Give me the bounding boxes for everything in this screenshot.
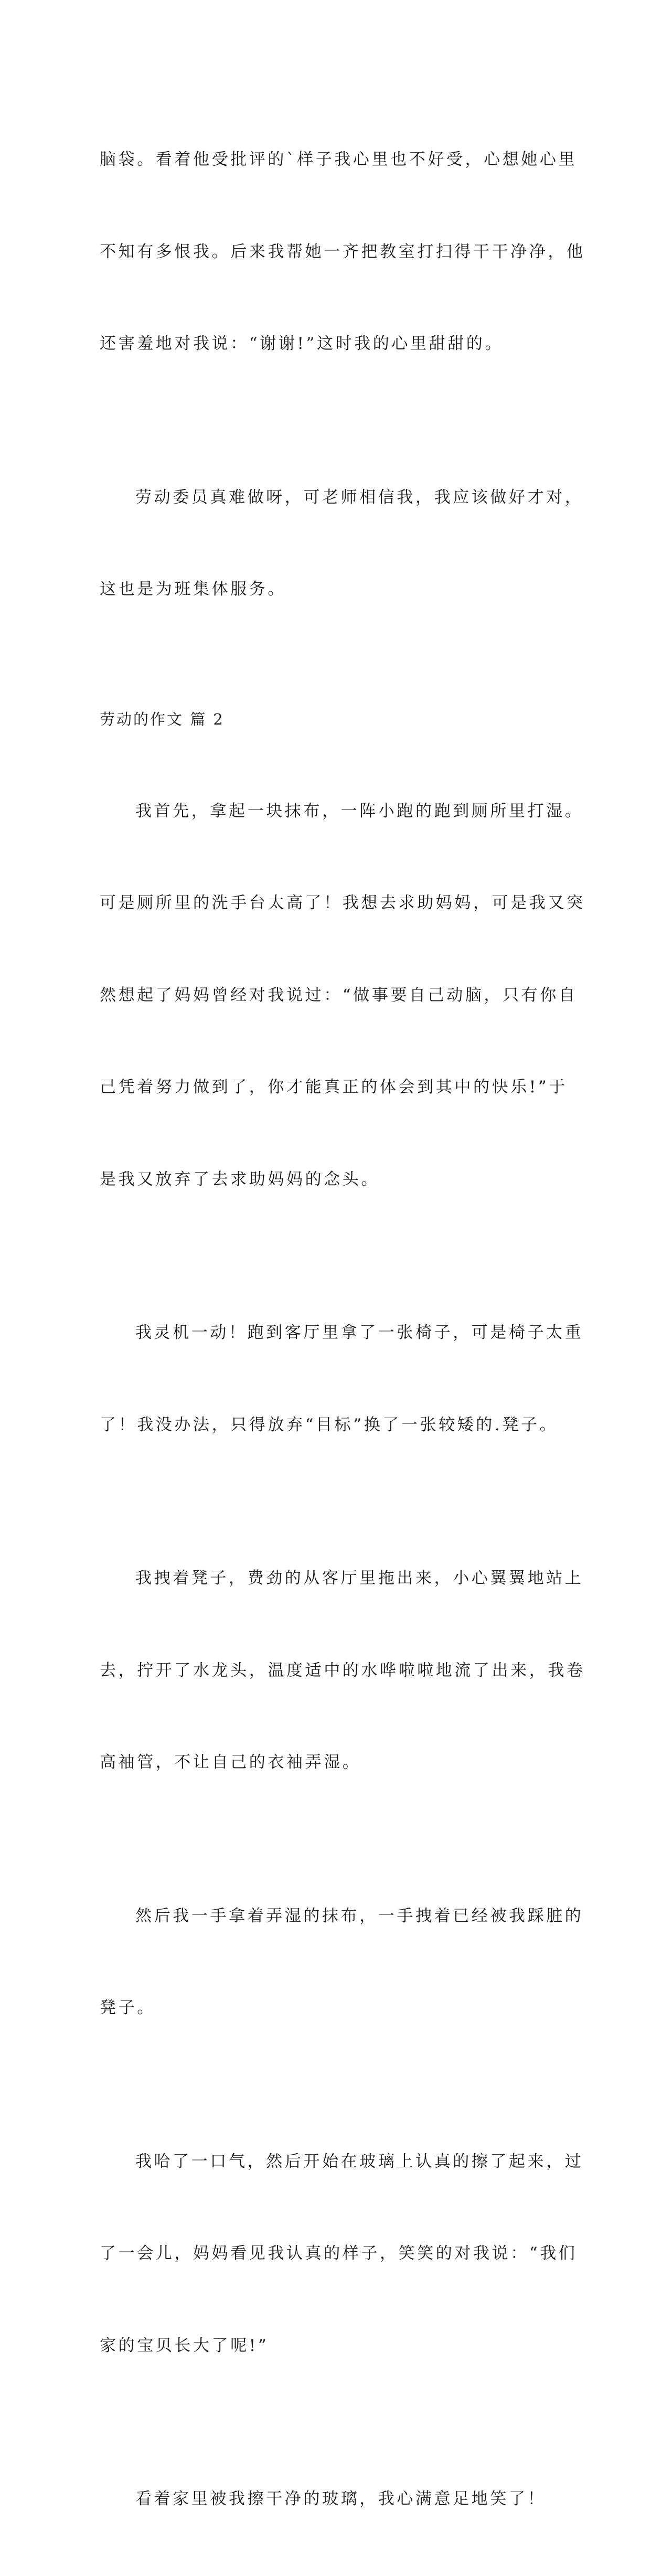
paragraph [100,1256,584,1502]
text-line: 家的宝贝长大了呢!” [100,2336,269,2355]
paragraph [100,1502,585,1839]
text-line: 高袖管，不让自己的衣袖弄湿。 [100,1753,361,1772]
text-line: 劳动委员真难做呀，可老师相信我，我应该做好才对， [135,487,584,507]
document-body [100,83,585,2576]
text-line: 凳子。 [100,1998,156,2017]
text-line: 了！我没办法，只得放弃“目标”换了一张较矮的.凳子。 [100,1415,559,1434]
section-spacer [100,666,556,704]
text-line: 己凭着努力做到了，你才能真正的体会到其中的快乐!”于 [100,1078,568,1097]
essay-heading: 劳动的作文 篇 2 [100,710,225,728]
text-line: 我拽着凳子，费劲的从客厅里拖出来，小心翼翼地站上 [135,1569,584,1588]
paragraph [100,1839,584,2085]
paragraph-continuation [100,83,585,421]
paragraph [100,735,585,1257]
text-line: 然想起了妈妈曾经对我说过：“做事要自己动脑，只有你自 [100,985,578,1005]
paragraph [100,2422,556,2576]
text-line: 我哈了一口气，然后开始在玻璃上认真的擦了起来，过 [135,2152,584,2171]
text-line: 然后我一手拿着弄湿的抹布，一手拽着已经被我踩脏的 [135,1906,584,1925]
text-line: 还害羞地对我说：“谢谢!”这时我的心里甜甜的。 [100,334,504,353]
text-line: 看着家里被我擦干净的玻璃，我心满意足地笑了！ [135,2489,547,2508]
text-line: 我首先，拿起一块抹布，一阵小跑的跑到厕所里打湿。 [135,801,584,821]
text-line: 脑袋。看着他受批评的`样子我心里也不好受，心想她心里 [100,150,578,169]
text-line: 可是厕所里的洗手台太高了！我想去求助妈妈，可是我又突 [100,893,585,912]
text-line: 这也是为班集体服务。 [100,580,286,599]
text-line: 去，拧开了水龙头，温度适中的水哗啦啦地流了出来，我卷 [100,1660,585,1680]
text-line: 我灵机一动！跑到客厅里拿了一张椅子，可是椅子太重 [135,1323,584,1342]
text-line: 不知有多恨我。后来我帮她一齐把教室打扫得干干净净，他 [100,242,585,261]
text-line: 了一会儿，妈妈看见我认真的样子，笑笑的对我说：“我们 [100,2244,578,2263]
paragraph-conclusion [100,421,584,666]
paragraph [100,2085,584,2423]
text-line: 是我又放弃了去求助妈妈的念头。 [100,1169,380,1189]
